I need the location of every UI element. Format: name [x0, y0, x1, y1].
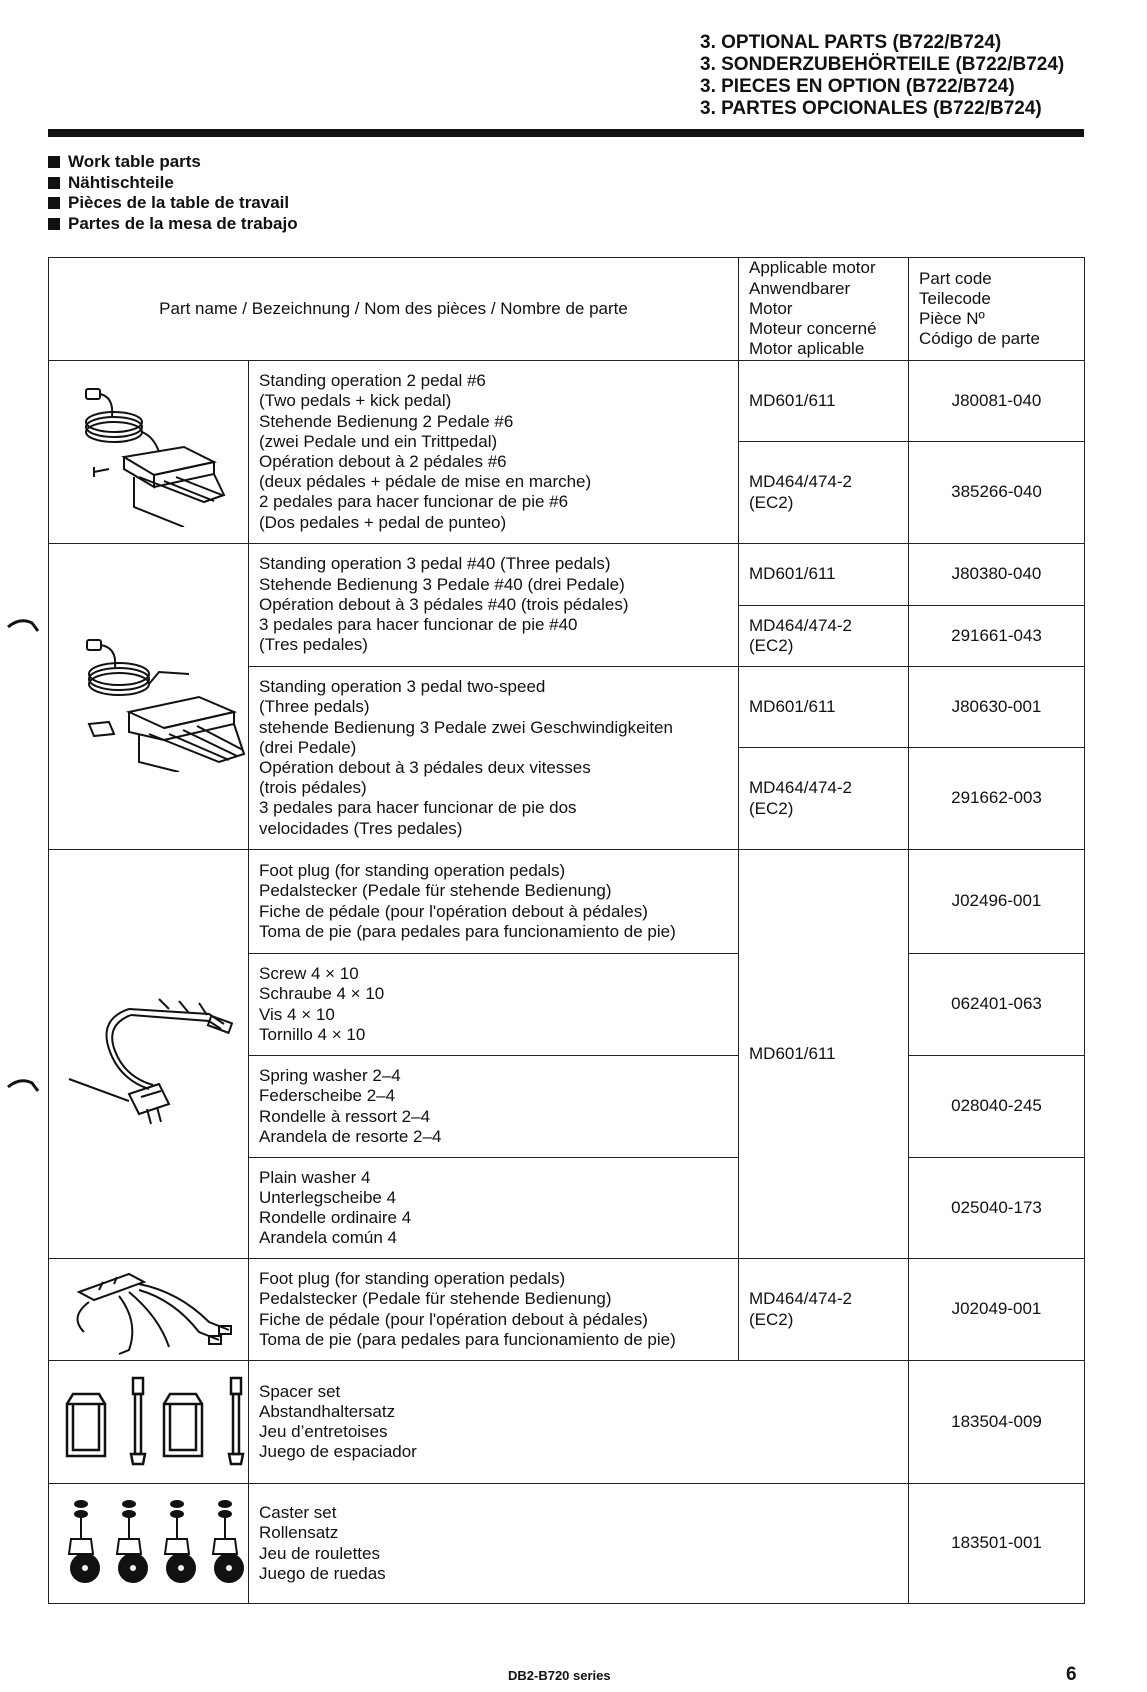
table-row [49, 1259, 1085, 1361]
plug-ec2-picture [49, 1259, 249, 1361]
motor-line: (EC2) [749, 492, 794, 512]
section-fr: Pièces de la table de travail [68, 193, 290, 212]
part-code-cell: J02496-001 [909, 850, 1085, 954]
part-name-line: Pedalstecker (Pedale für stehende Bedienung) [259, 1289, 612, 1309]
part-name-line: Plain washer 4 [259, 1167, 371, 1187]
part-name-cell [249, 850, 739, 954]
table-row [49, 850, 1085, 954]
part-name-line: Arandela común 4 [259, 1228, 397, 1248]
motor-cell [739, 748, 909, 850]
part-name-line: Fiche de pédale (pour l'opération debout à pédales) [259, 1309, 648, 1329]
part-name-line: Abstandhaltersatz [259, 1401, 396, 1421]
part-name-line: stehende Bedienung 3 Pedale zwei Geschwindigkeiten [259, 717, 673, 737]
part-code-cell: 183504-009 [909, 1361, 1085, 1484]
spacer-picture [49, 1361, 249, 1484]
bullet-square-icon [48, 156, 60, 168]
part-name-cell [249, 1056, 739, 1158]
motor-cell [739, 606, 909, 667]
part-name-line: Federscheibe 2–4 [259, 1086, 396, 1106]
table-row [49, 361, 1085, 442]
table-header-row [49, 258, 1085, 361]
motor-cell: MD601/611 [739, 361, 909, 442]
part-name-line: (Two pedals + kick pedal) [259, 391, 452, 411]
part-name-line: (deux pédales + pédale de mise en marche) [259, 472, 592, 492]
page-number: 6 [1066, 1664, 1077, 1685]
part-name-line: Jeu de roulettes [259, 1543, 380, 1563]
part-name-line: Juego de espaciador [259, 1442, 417, 1462]
part-name-line: Spacer set [259, 1381, 341, 1401]
part-name-line: Screw 4 × 10 [259, 964, 359, 984]
motor-line: (EC2) [749, 636, 794, 655]
part-name-line: 2 pedales para hacer funcionar de pie #6 [259, 492, 569, 512]
part-name-cell [249, 1484, 909, 1604]
part-name-cell [249, 544, 739, 667]
part-name-cell [249, 1361, 909, 1484]
part-name-line: Rondelle ordinaire 4 [259, 1208, 412, 1227]
title-es: 3. PARTES OPCIONALES (B722/B724) [700, 98, 1042, 119]
part-name-line: (Tres pedales) [259, 635, 368, 655]
pedal-2-picture [49, 361, 249, 544]
table-row [49, 1484, 1085, 1604]
motor-line: MD464/474-2 [749, 472, 853, 492]
table-row [49, 1361, 1085, 1484]
pedal-assembly-icon [59, 622, 249, 772]
header-motor-line: Applicable motor [749, 258, 876, 278]
binder-mark-icon [6, 1075, 42, 1095]
motor-line: MD464/474-2 [749, 1289, 853, 1309]
spacer-set-icon [59, 1372, 254, 1472]
parts-table [48, 257, 1085, 1604]
bullet-square-icon [48, 177, 60, 189]
motor-line: (EC2) [749, 798, 794, 818]
binder-mark-icon [6, 615, 42, 635]
part-name-line: Tornillo 4 × 10 [259, 1024, 366, 1044]
part-name-line: 3 pedales para hacer funcionar de pie #40 [259, 615, 578, 635]
part-name-line: Standing operation 3 pedal #40 (Three pedals) [259, 554, 611, 574]
part-name-line: Toma de pie (para pedales para funcionamiento de pie) [259, 921, 676, 941]
plug-picture [49, 850, 249, 1259]
part-name-line: Opération debout à 3 pédales #40 (trois pédales) [259, 594, 629, 614]
pedal-assembly-icon [64, 377, 234, 527]
part-name-line: Opération debout à 2 pédales #6 [259, 452, 507, 471]
part-name-cell [249, 954, 739, 1056]
part-name-line: Standing operation 2 pedal #6 [259, 371, 486, 391]
part-name-line: Pedalstecker (Pedale für stehende Bedienung) [259, 881, 612, 901]
header-code-line: Pièce Nº [919, 309, 985, 328]
table-row [49, 544, 1085, 606]
part-name-line: Jeu d’entretoises [259, 1422, 388, 1441]
part-name-line: Fiche de pédale (pour l'opération debout à pédales) [259, 901, 648, 921]
part-name-line: Rondelle à ressort 2–4 [259, 1106, 431, 1126]
part-name-cell [249, 1158, 739, 1259]
part-name-line: (Three pedals) [259, 697, 370, 717]
part-name-line: Toma de pie (para pedales para funcionamiento de pie) [259, 1329, 676, 1349]
header-rule [48, 129, 1084, 137]
header-motor [739, 258, 909, 361]
part-code-cell: J02049-001 [909, 1259, 1085, 1361]
header-code-line: Código de parte [919, 329, 1040, 349]
title-en: 3. OPTIONAL PARTS (B722/B724) [700, 32, 1002, 53]
part-name-line: velocidades (Tres pedales) [259, 818, 463, 838]
part-name-cell [249, 361, 739, 544]
part-name-line: Vis 4 × 10 [259, 1004, 335, 1024]
title-fr: 3. PIECES EN OPTION (B722/B724) [700, 76, 1015, 97]
motor-cell: MD601/611 [739, 544, 909, 606]
foot-plug-cable-icon [59, 1262, 239, 1357]
part-name-line: Foot plug (for standing operation pedals) [259, 861, 566, 881]
part-code-cell: 385266-040 [909, 442, 1085, 544]
section-en: Work table parts [68, 152, 201, 171]
motor-cell [739, 1259, 909, 1361]
header-code-line: Teilecode [919, 288, 991, 308]
part-name-line: Unterlegscheibe 4 [259, 1187, 397, 1207]
motor-line: (EC2) [749, 1309, 794, 1329]
motor-line: MD464/474-2 [749, 778, 853, 798]
header-code [909, 258, 1085, 361]
part-name-line: (zwei Pedale und ein Trittpedal) [259, 431, 498, 451]
part-name-line: (trois pédales) [259, 778, 367, 798]
section-es: Partes de la mesa de trabajo [68, 213, 298, 233]
part-name-line: Foot plug (for standing operation pedals) [259, 1269, 566, 1289]
part-name-line: Schraube 4 × 10 [259, 984, 385, 1004]
part-code-cell: 028040-245 [909, 1056, 1085, 1158]
title-de: 3. SONDERZUBEHÖRTEILE (B722/B724) [700, 54, 1065, 75]
part-code-cell: 291662-003 [909, 748, 1085, 850]
part-code-cell: 183501-001 [909, 1484, 1085, 1604]
caster-set-icon [59, 1494, 254, 1594]
motor-cell: MD601/611 [739, 667, 909, 748]
motor-line: MD464/474-2 [749, 615, 853, 635]
part-code-cell: J80081-040 [909, 361, 1085, 442]
part-name-line: Arandela de resorte 2–4 [259, 1126, 442, 1146]
part-name-line: Stehende Bedienung 3 Pedale #40 (drei Pedale) [259, 574, 625, 594]
pedal-3-picture [49, 544, 249, 850]
section-heading [48, 152, 298, 234]
header-motor-line: Motor aplicable [749, 339, 865, 359]
part-name-cell [249, 1259, 739, 1361]
part-code-cell: J80380-040 [909, 544, 1085, 606]
part-name-line: (drei Pedale) [259, 737, 357, 757]
part-name-line: Rollensatz [259, 1523, 339, 1543]
part-name-cell [249, 667, 739, 850]
motor-cell [739, 442, 909, 544]
motor-cell: MD601/611 [739, 850, 909, 1259]
section-de: Nähtischteile [68, 172, 174, 192]
part-name-line: 3 pedales para hacer funcionar de pie dos [259, 798, 577, 818]
part-name-line: Opération debout à 3 pédales deux vitesses [259, 758, 591, 777]
part-name-line: Spring washer 2–4 [259, 1066, 401, 1086]
header-code-line: Part code [919, 268, 992, 288]
header-part-name: Part name / Bezeichnung / Nom des pièces / Nombre de parte [49, 258, 739, 361]
part-code-cell: J80630-001 [909, 667, 1085, 748]
foot-plug-cable-icon [59, 979, 239, 1129]
part-name-line: Juego de ruedas [259, 1563, 386, 1583]
header-motor-line: Moteur concerné [749, 319, 877, 339]
bullet-square-icon [48, 218, 60, 230]
part-code-cell: 291661-043 [909, 606, 1085, 667]
part-name-line: Standing operation 3 pedal two-speed [259, 677, 546, 697]
part-name-line: Caster set [259, 1503, 337, 1523]
caster-picture [49, 1484, 249, 1604]
header-motor-line: Anwendbarer Motor [749, 278, 851, 318]
part-name-line: Stehende Bedienung 2 Pedale #6 [259, 411, 514, 431]
part-name-line: (Dos pedales + pedal de punteo) [259, 512, 507, 532]
bullet-square-icon [48, 197, 60, 209]
page-header [700, 32, 1064, 120]
part-code-cell: 062401-063 [909, 954, 1085, 1056]
part-code-cell: 025040-173 [909, 1158, 1085, 1259]
footer-series: DB2-B720 series [508, 1668, 611, 1683]
